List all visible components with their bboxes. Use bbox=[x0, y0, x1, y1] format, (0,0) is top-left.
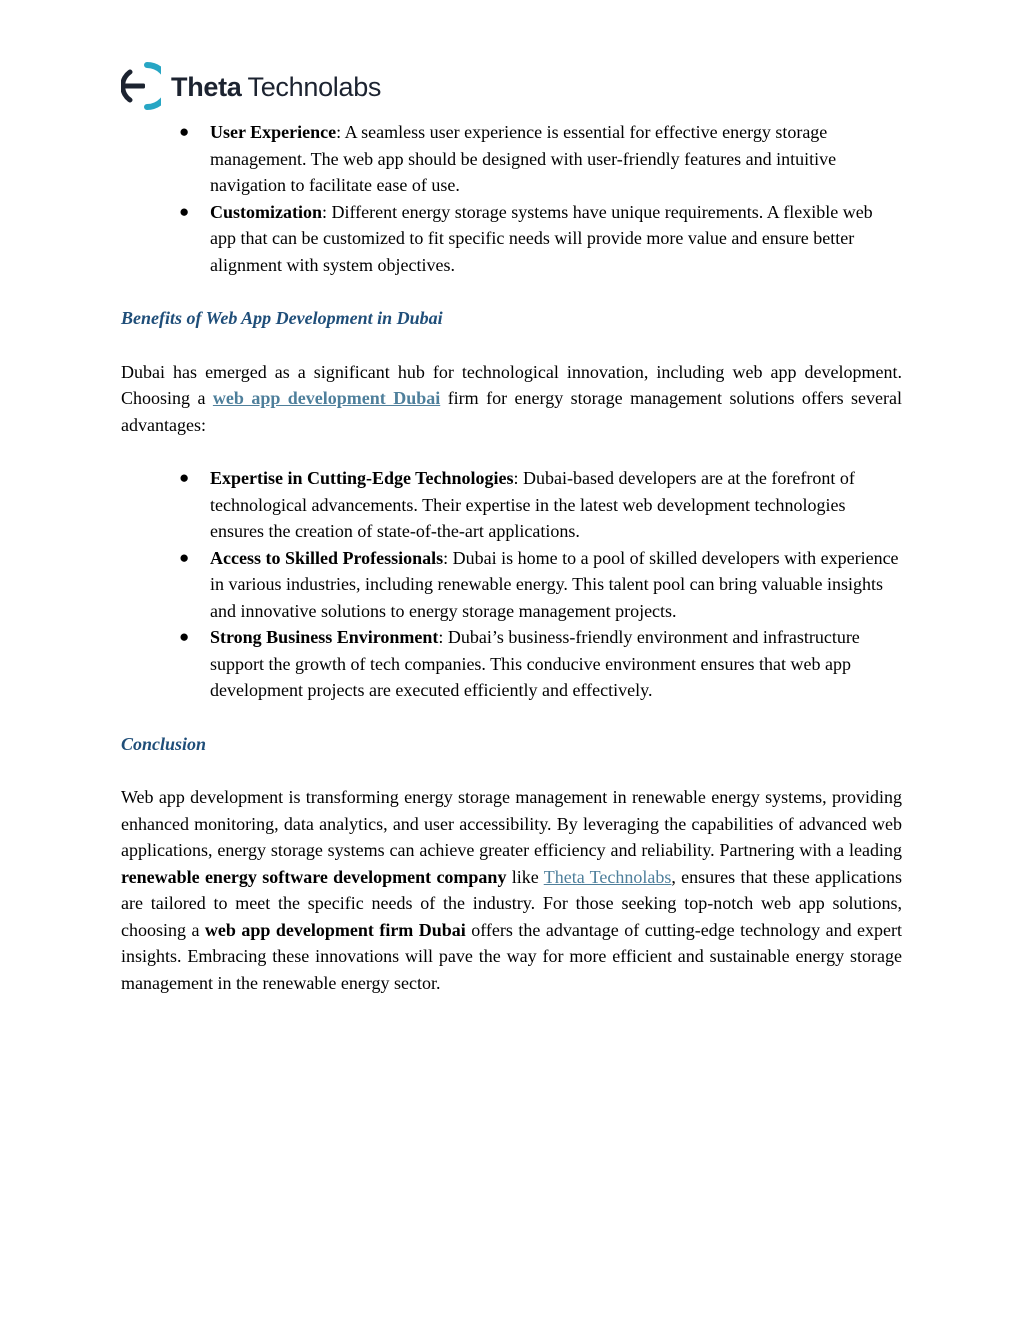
bullet-icon: ● bbox=[179, 547, 190, 567]
list-item-term: User Experience bbox=[210, 122, 337, 142]
conclusion-text-1: Web app development is transforming energy storage management in renewable energy systems, providing enhanced monitoring, data analytics, and user accessibility. By leveraging the capabilities of advanced web applications, energy storage systems can achieve greater efficiency and reliability. Partnering with a leading bbox=[121, 787, 902, 860]
list-item-text: : A seamless user experience is essential for effective energy storage management. The web app should be designed with user-friendly features and intuitive navigation to facilitate ease of use. bbox=[210, 122, 837, 195]
list-item bbox=[179, 624, 902, 704]
conclusion-heading: Conclusion bbox=[121, 733, 207, 754]
conclusion-bold-2: web app development firm Dubai bbox=[204, 919, 466, 940]
conclusion-text-2: like bbox=[506, 866, 544, 887]
bullet-icon: ● bbox=[179, 122, 190, 141]
list-item bbox=[179, 465, 902, 545]
benefits-text-after: firm for energy storage management solutions offers several advantages: bbox=[121, 388, 902, 435]
brand-name bbox=[171, 72, 381, 101]
list-item-text: : Dubai’s business-friendly environment and infrastructure support the growth of tech companies. This conducive environment ensures that web app development projects are executed efficiently and effectively. bbox=[210, 627, 860, 700]
bullet-icon: ● bbox=[179, 468, 190, 487]
list-item bbox=[179, 119, 902, 199]
list-item-term: Strong Business Environment bbox=[210, 627, 439, 647]
list-item bbox=[179, 199, 902, 279]
benefits-paragraph bbox=[121, 359, 902, 439]
web-app-development-dubai-link[interactable]: web app development Dubai bbox=[212, 388, 441, 408]
conclusion-bold-1: renewable energy software development company bbox=[121, 866, 507, 887]
brand-name-light: Technolabs bbox=[247, 71, 382, 102]
benefits-heading: Benefits of Web App Development in Dubai bbox=[121, 308, 443, 328]
list-item-term: Expertise in Cutting-Edge Technologies bbox=[210, 468, 514, 488]
conclusion-text-3: , ensures that these applications are tailored to meet the specific needs of the industry. For those seeking top-notch web app solutions, choosing a bbox=[121, 866, 902, 940]
theta-logo-icon bbox=[121, 61, 161, 111]
list-item-text: : Dubai is home to a pool of skilled developers with experience in various industries, including renewable energy. This talent pool can bring valuable insights and innovative solutions to energy storage management projects. bbox=[210, 547, 899, 621]
bullet-icon: ● bbox=[179, 627, 190, 646]
benefits-bullet-list bbox=[121, 465, 902, 704]
list-item-text: : Dubai-based developers are at the forefront of technological advancements. Their expertise in the latest web development technologies ensures the creation of state-of-the-art applications. bbox=[210, 468, 855, 541]
conclusion-paragraph bbox=[121, 784, 902, 996]
intro-bullet-list bbox=[121, 119, 902, 278]
conclusion-text-4: offers the advantage of cutting-edge technology and expert insights. Embracing these innovations will pave the way for more efficient and sustainable energy storage management in the renewable energy sector. bbox=[121, 919, 903, 993]
benefits-text-before: Dubai has emerged as a significant hub for technological innovation, including web app development. Choosing a bbox=[121, 361, 902, 408]
list-item-text: : Different energy storage systems have unique requirements. A flexible web app that can be customized to fit specific needs will provide more value and ensure better alignment with system objectives. bbox=[210, 201, 873, 275]
list-item bbox=[179, 545, 902, 625]
brand-logo bbox=[121, 60, 381, 112]
brand-name-bold: Theta bbox=[171, 71, 242, 102]
list-item-term: Access to Skilled Professionals bbox=[210, 547, 444, 568]
list-item-term: Customization bbox=[210, 201, 322, 222]
document-body bbox=[121, 119, 902, 996]
theta-technolabs-link[interactable]: Theta Technolabs bbox=[543, 866, 672, 887]
bullet-icon: ● bbox=[179, 201, 190, 221]
